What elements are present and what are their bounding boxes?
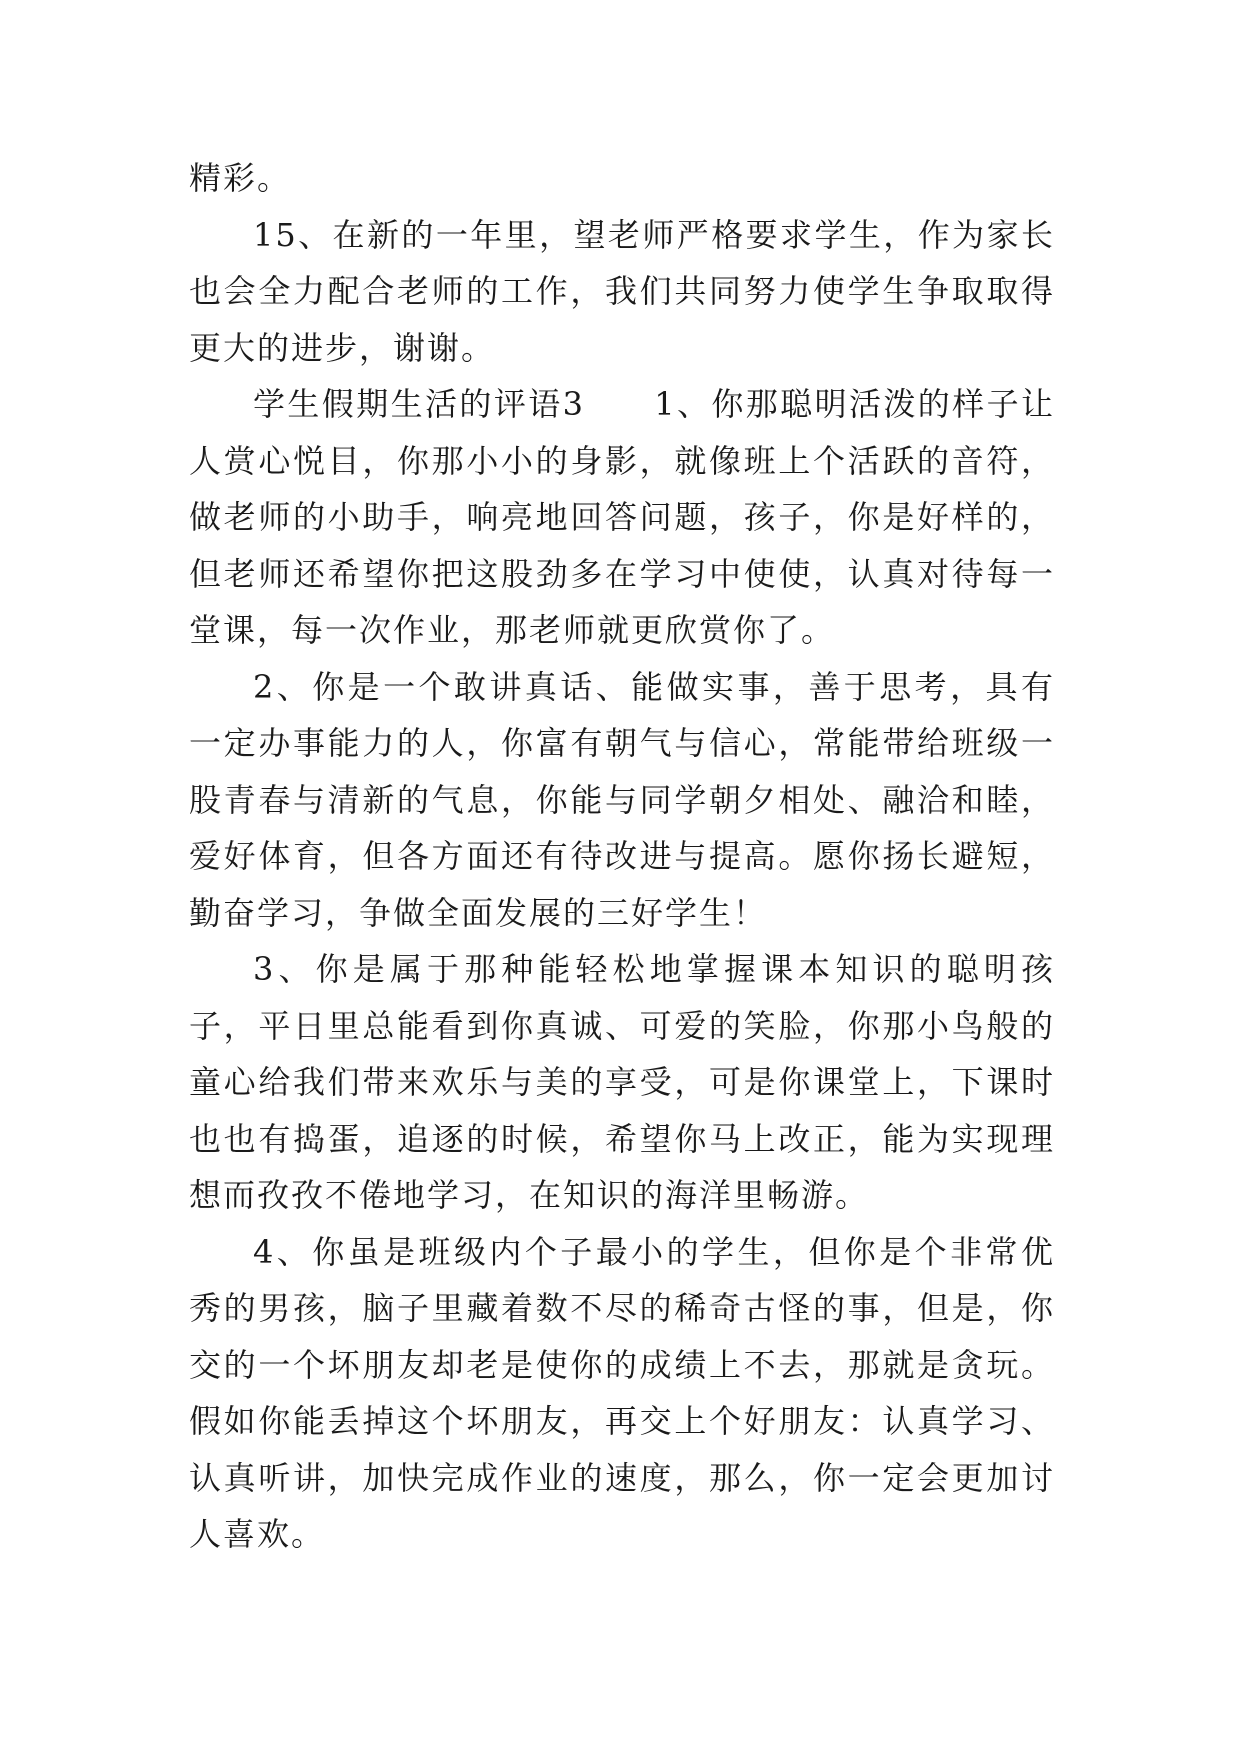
paragraph-comment-2: 2、你是一个敢讲真话、能做实事，善于思考，具有一定办事能力的人，你富有朝气与信心，常能带给班级一股青春与清新的气息，你能与同学朝夕相处、融洽和睦，爱好体育，但各方面还有待改进与提高。愿你扬长避短，勤奋学习，争做全面发展的三好学生！: [189, 667, 1055, 932]
paragraph-continuation: 精彩。: [189, 159, 292, 197]
document-body: [189, 150, 1055, 1563]
paragraph-comment-4: 4、你虽是班级内个子最小的学生，但你是个非常优秀的男孩，脑子里藏着数不尽的稀奇古怪的事，但是，你交的一个坏朋友却老是使你的成绩上不去，那就是贪玩。假如你能丢掉这个坏朋友，再交上个好朋友：认真学习、认真听讲，加快完成作业的速度，那么，你一定会更加讨人喜欢。: [189, 1232, 1055, 1553]
paragraph-section-3-comment-1: 学生假期生活的评语3 1、你那聪明活泼的样子让人赏心悦目，你那小小的身影，就像班上个活跃的音符，做老师的小助手，响亮地回答问题，孩子，你是好样的，但老师还希望你把这股劲多在学习中使使，认真对待每一堂课，每一次作业，那老师就更欣赏你了。: [189, 385, 1055, 649]
paragraph-comment-15: 15、在新的一年里，望老师严格要求学生，作为家长也会全力配合老师的工作，我们共同努力使学生争取取得更大的进步，谢谢。: [189, 215, 1055, 367]
paragraph-comment-3: 3、你是属于那种能轻松地掌握课本知识的聪明孩子，平日里总能看到你真诚、可爱的笑脸，你那小鸟般的童心给我们带来欢乐与美的享受，可是你课堂上，下课时也也有捣蛋，追逐的时候，希望你马上改正，能为实现理想而孜孜不倦地学习，在知识的海洋里畅游。: [189, 950, 1055, 1214]
